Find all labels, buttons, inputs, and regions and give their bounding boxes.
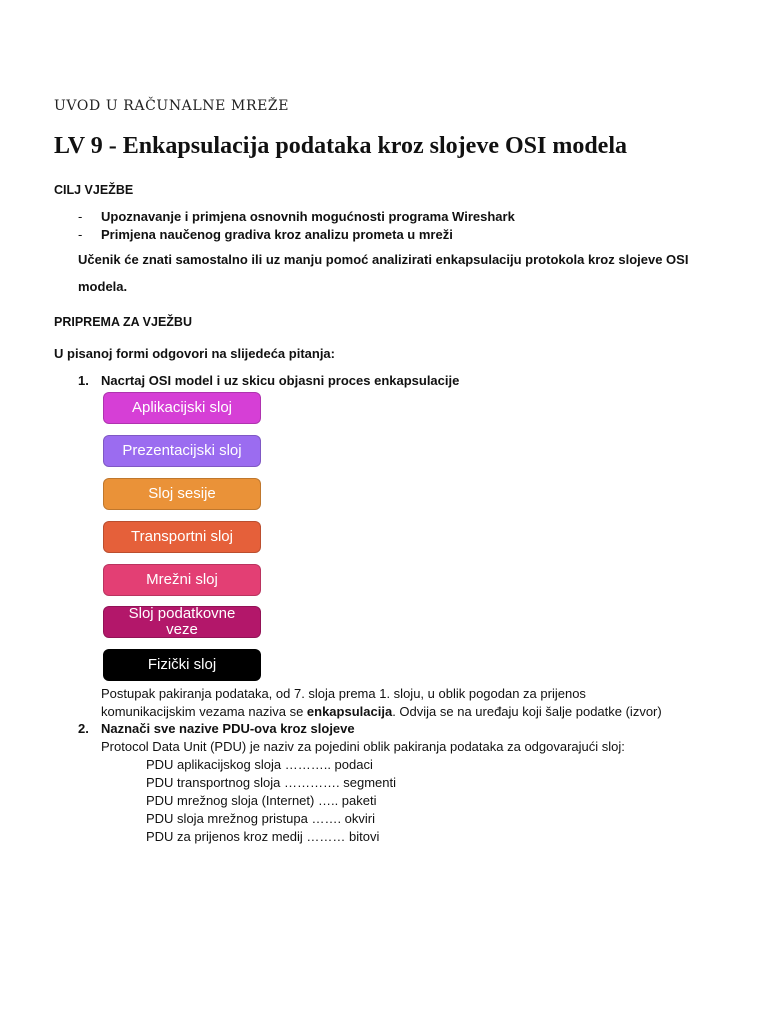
- osi-layer-transport: Transportni sloj: [103, 521, 261, 553]
- bullet-marker: -: [78, 227, 83, 242]
- goal-bullet-2: Primjena naučenog gradiva kroz analizu prometa u mreži: [101, 227, 453, 242]
- q2-text: Naznači sve nazive PDU-ova kroz slojeve: [101, 721, 355, 736]
- q1-number: 1.: [78, 373, 89, 388]
- bullet-marker: -: [78, 209, 83, 224]
- goal-outcome-line1: Učenik će znati samostalno ili uz manju pomoć analizirati enkapsulaciju protokola kroz slojeve OSI: [78, 252, 689, 267]
- q1-explanation-line1: Postupak pakiranja podataka, od 7. sloja prema 1. sloju, u oblik pogodan za prijenos: [101, 686, 586, 701]
- pdu-line: PDU sloja mrežnog pristupa ……. okviri: [146, 811, 376, 826]
- osi-layer-physical: Fizički sloj: [103, 649, 261, 681]
- q1-text: Nacrtaj OSI model i uz skicu objasni proces enkapsulacije: [101, 373, 460, 388]
- osi-layer-session: Sloj sesije: [103, 478, 261, 510]
- q1-explanation-line2: [101, 704, 662, 719]
- page-title: LV 9 - Enkapsulacija podataka kroz slojeve OSI modela: [54, 133, 627, 159]
- prep-heading: PRIPREMA ZA VJEŽBU: [54, 315, 192, 329]
- q2-number: 2.: [78, 721, 89, 736]
- pdu-line: PDU transportnog sloja …………. segmenti: [146, 775, 396, 790]
- q1-explanation-pre: komunikacijskim vezama naziva se: [101, 704, 307, 719]
- osi-layer-presentation: Prezentacijski sloj: [103, 435, 261, 467]
- pdu-line: PDU mrežnog sloja (Internet) ….. paketi: [146, 793, 377, 808]
- osi-layer-application: Aplikacijski sloj: [103, 392, 261, 424]
- goal-heading: CILJ VJEŽBE: [54, 183, 134, 197]
- course-name: UVOD U RAČUNALNE MREŽE: [54, 98, 290, 114]
- osi-layer-network: Mrežni sloj: [103, 564, 261, 596]
- osi-layer-data-link: Sloj podatkovne veze: [103, 606, 261, 638]
- prep-intro: U pisanoj formi odgovori na slijedeća pitanja:: [54, 346, 335, 361]
- pdu-line: PDU aplikacijskog sloja ……….. podaci: [146, 757, 373, 772]
- pdu-line: PDU za prijenos kroz medij ……… bitovi: [146, 829, 380, 844]
- q1-explanation-bold: enkapsulacija: [306, 704, 393, 719]
- q2-intro: Protocol Data Unit (PDU) je naziv za pojedini oblik pakiranja podataka za odgovarajući sloj:: [101, 739, 625, 754]
- goal-outcome-line2: modela.: [78, 279, 128, 294]
- goal-bullet-1: Upoznavanje i primjena osnovnih mogućnosti programa Wireshark: [101, 209, 515, 224]
- q1-explanation-post: . Odvija se na uređaju koji šalje podatke (izvor): [392, 704, 662, 719]
